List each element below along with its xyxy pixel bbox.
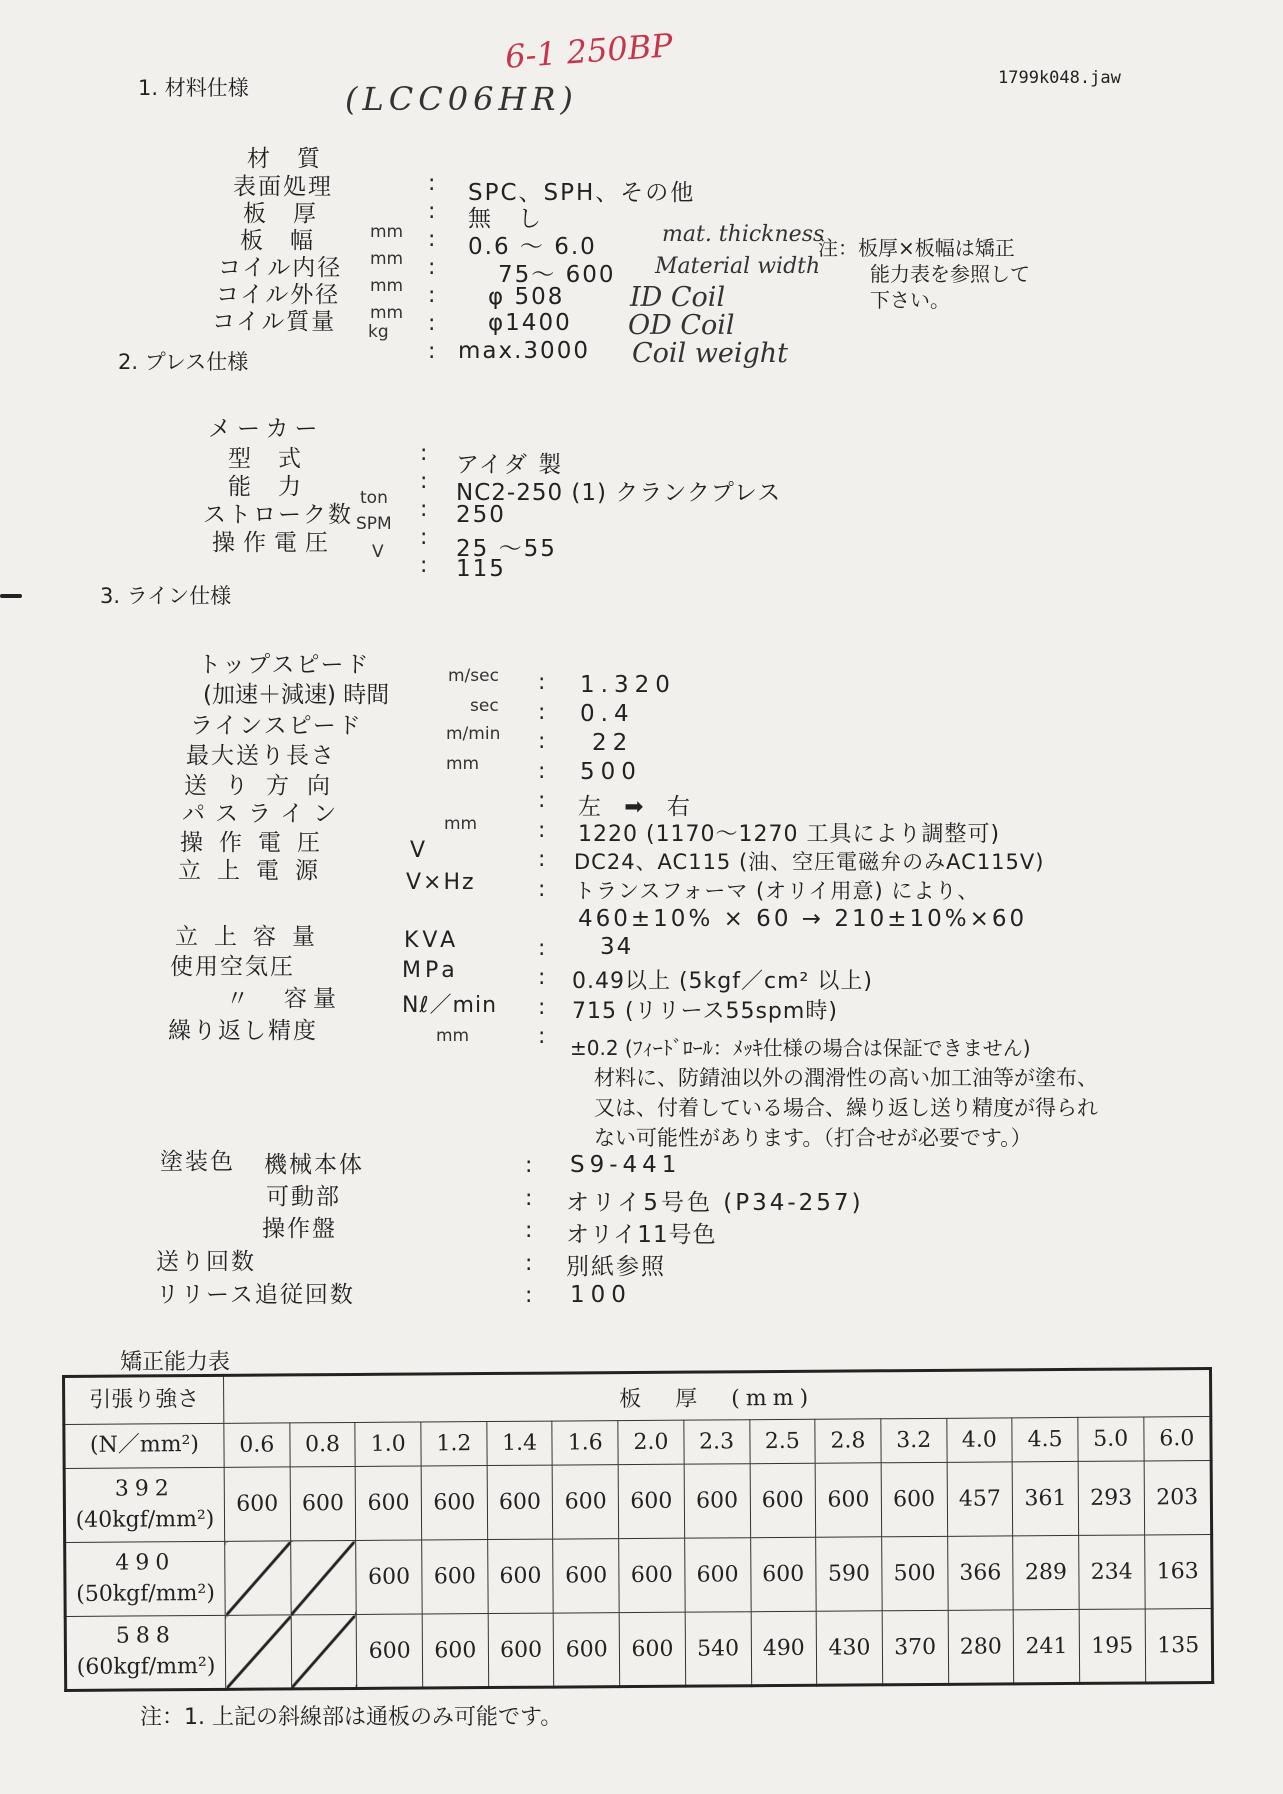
s3-label-3: 最大送り長さ [186,743,336,769]
s1-label-0: 材 質 [247,146,322,172]
s2-value-5: 115 [456,556,506,582]
table-footnote: 注：1. 上記の斜線部は通板のみ可能です。 [140,1705,563,1730]
s3-value-11: 715 (リリース55spm時) [572,999,838,1024]
s3-value-4: 左 ➡ 右 [578,794,698,820]
value-cell: 289 [1013,1535,1079,1609]
s3-label-9: 立上容量 [175,924,331,950]
s3-label-2: ラインスピード [190,713,363,739]
value-cell: 600 [357,1614,423,1688]
value-cell: 600 [750,1537,816,1611]
s3-value-2: 22 [592,730,634,756]
paint-value-1: オリイ5号色 (P34-257) [566,1190,864,1216]
value-cell: 600 [422,1540,488,1614]
thickness-cell: 2.0 [618,1420,684,1464]
s1-unit-5: mm [370,276,404,296]
s3-label-10: 使用空気圧 [170,954,295,980]
section3-title: 3. ライン仕様 [100,584,232,608]
s1-unit-4: mm [370,249,404,269]
value-cell: 600 [619,1612,685,1686]
value-cell: 600 [422,1614,488,1688]
s3-value-10: 0.49以上 (5kgf／cm² 以上) [572,969,873,994]
hand-note-4: Coil weight [632,338,789,369]
thickness-cell: 1.6 [552,1421,618,1465]
s3-label-1: (加速＋減速) 時間 [203,682,390,708]
s3-label-5: パスライン [182,801,347,827]
s2-unit-5: V [372,542,384,562]
s1-note-1: 能力表を参照して [870,262,1030,286]
hand-note-0: mat. thickness [662,222,825,247]
s3-colons: : : : : : : : : : : : : [538,670,546,1049]
s3-value-12: ±0.2 (ﾌｨｰﾄﾞﾛｰﾙ：ﾒｯｷ仕様の場合は保証できません) [570,1036,1031,1060]
value-cell: 280 [948,1610,1014,1684]
value-cell: 600 [553,1539,619,1613]
s2-label-2: 能 力 [228,474,303,500]
corner-unit: (N／mm²) [64,1423,224,1468]
s1-value-2: 無 し [468,206,543,232]
s2-value-3: 250 [456,502,506,528]
value-cell: 600 [684,1538,750,1612]
s1-label-1: 表面処理 [233,174,333,200]
value-cell: 600 [290,1466,356,1540]
value-cell: 163 [1144,1534,1212,1608]
strength-header [65,1615,226,1690]
s3-unit-1: sec [470,696,499,716]
value-cell: 540 [685,1612,751,1686]
s1-value-4: 75～ 600 [498,262,616,288]
value-cell: 600 [356,1466,422,1540]
corner-title: 引張り強さ [64,1375,224,1424]
value-cell: 600 [487,1465,553,1539]
file-id: 1799k048.jaw [998,68,1121,88]
s2-label-0: メーカー [208,416,324,442]
handwritten-header-code: 6-1 250BP [503,26,674,76]
s1-unit-7: kg [368,322,389,342]
strength-value: 490 [115,1549,176,1576]
value-cell: 600 [881,1462,947,1536]
capability-table-title: 矯正能力表 [120,1350,231,1375]
hatched-cell [225,1541,291,1615]
s3-value-6: DC24、AC115 (油、空圧電磁弁のみAC115V) [574,850,1045,874]
paint-value-2: オリイ11号色 [566,1222,717,1248]
s1-value-1: SPC、SPH、その他 [468,180,696,206]
hand-note-2: ID Coil [630,282,726,313]
s3-label-6: 操作電圧 [180,830,336,856]
paint-label-2: 操作盤 [262,1216,337,1242]
s2-unit-4: SPM [356,514,392,534]
strength-header [65,1541,226,1616]
s3-unit-12: mm [436,1026,470,1046]
value-cell: 600 [488,1613,554,1687]
s3-unit-7: V×Hz [406,870,476,895]
s3-value-3: 500 [580,759,642,785]
value-cell: 600 [356,1540,422,1614]
thickness-cell: 6.0 [1143,1416,1211,1460]
thickness-cell: 0.8 [290,1422,356,1466]
s2-value-1: アイダ 製 [456,452,564,478]
s3-value-7: トランスフォーマ (オリイ用意) により、 [574,879,980,903]
s1-value-6: φ1400 [488,310,572,336]
thickness-cell: 0.6 [224,1423,290,1467]
s3-unit-5: mm [444,814,478,834]
hatched-cell [225,1615,291,1689]
value-cell: 370 [882,1610,948,1684]
s3-unit-2: m/min [446,724,501,744]
thickness-cell: 4.0 [946,1418,1012,1462]
s3-unit-10: MPa [402,958,459,983]
s1-value-3: 0.6 ～ 6.0 [468,234,597,260]
value-cell: 203 [1144,1460,1212,1534]
thickness-header: 板 厚 (mm) [224,1368,1211,1423]
s3-unit-3: mm [446,754,480,774]
value-cell: 361 [1012,1461,1078,1535]
thickness-cell: 4.5 [1012,1417,1078,1461]
s3-value-8: 460±10% × 60 → 210±10%×60 [578,906,1028,932]
s3-unit-6: V [410,838,426,863]
value-cell: 600 [554,1613,620,1687]
value-cell: 600 [619,1538,685,1612]
strength-value: 392 [114,1475,175,1502]
hand-note-1: Material width [655,254,821,279]
extra-label-0: 送り回数 [156,1249,256,1275]
staple-mark [0,594,22,598]
thickness-cell: 2.5 [749,1419,815,1463]
s3-value-0: 1.320 [580,672,676,698]
value-cell: 600 [421,1466,487,1540]
hatched-cell [291,1614,357,1688]
hand-note-3: OD Coil [628,310,735,341]
s3-value-13: 材料に、防錆油以外の潤滑性の高い加工油等が塗布、 [594,1066,1098,1090]
s3-label-7: 立上電源 [178,858,334,884]
strength-kgf: (50kgf/mm²) [76,1580,215,1607]
s3-value-1: 0.4 [580,701,635,727]
value-cell: 600 [618,1464,684,1538]
s3-label-12: 繰り返し精度 [168,1018,318,1044]
value-cell: 234 [1079,1535,1145,1609]
s3-value-15: ない可能性があります。（打合せが必要です。） [594,1126,1032,1150]
value-cell: 600 [815,1463,881,1537]
thickness-cell: 3.2 [881,1418,947,1462]
s2-unit-3: ton [360,488,388,508]
s1-note-0: 注：板厚×板幅は矯正 [818,236,1015,260]
table-row [65,1534,1212,1616]
s2-label-1: 型 式 [228,446,303,472]
s3-unit-11: Nℓ／min [402,993,498,1018]
capability-table [62,1367,1214,1692]
s2-label-3: ストローク数 [203,502,353,528]
thickness-cell: 1.2 [421,1422,487,1466]
value-cell: 490 [751,1611,817,1685]
value-cell: 135 [1145,1608,1213,1682]
thickness-cell: 1.0 [355,1422,421,1466]
s3-label-0: トップスピード [198,652,371,678]
s1-colons: : : : : : : : [428,171,436,364]
strength-header [64,1467,225,1542]
s2-colons: : : : : : [420,441,428,578]
thickness-cell: 1.4 [487,1421,553,1465]
section1-title: 1. 材料仕様 [138,76,249,100]
extra-label-1: リリース追従回数 [156,1282,355,1308]
s3-value-9: 34 [600,934,634,960]
s3-unit-9: KVA [404,928,460,953]
paint-label-1: 可動部 [266,1184,341,1210]
paint-label: 塗装色 [160,1149,235,1175]
s1-label-2: 板 厚 [243,201,318,227]
s2-value-4: 25 ～55 [456,536,557,562]
paint-value-0: S9-441 [570,1152,682,1178]
s2-label-4: 操作電圧 [212,530,336,556]
section2-title: 2. プレス仕様 [118,350,249,374]
extra-value-0: 別紙参照 [566,1254,666,1280]
s3-label-11: 〃 容量 [226,986,342,1012]
s3-value-5: 1220 (1170～1270 工具により調整可) [578,822,1001,847]
s1-note-2: 下さい。 [870,288,950,312]
s1-label-4: コイル内径 [218,255,343,281]
strength-kgf: (60kgf/mm²) [76,1653,216,1680]
value-cell: 500 [882,1536,948,1610]
strength-kgf: (40kgf/mm²) [75,1506,215,1533]
thickness-cell: 2.3 [684,1420,750,1464]
handwritten-model: (LCC06HR) [345,80,578,118]
value-cell: 600 [750,1463,816,1537]
table-row [65,1608,1212,1690]
paint-colons: : : : : : [525,1153,533,1308]
value-cell: 600 [487,1539,553,1613]
value-cell: 600 [684,1464,750,1538]
s3-value-14: 又は、付着している場合、繰り返し送り精度が得られ [594,1096,1098,1120]
s1-value-7: max.3000 [458,338,590,364]
value-cell: 600 [553,1465,619,1539]
s1-label-3: 板 幅 [240,228,315,254]
s1-unit-6: mm [370,303,404,323]
hatched-cell [290,1540,356,1614]
value-cell: 241 [1013,1609,1079,1683]
value-cell: 430 [816,1611,882,1685]
value-cell: 366 [947,1536,1013,1610]
s1-value-5: φ 508 [488,284,565,310]
value-cell: 600 [224,1467,290,1541]
value-cell: 293 [1078,1461,1144,1535]
s3-unit-0: m/sec [448,666,499,686]
s1-unit-3: mm [370,222,404,242]
value-cell: 457 [947,1462,1013,1536]
value-cell: 195 [1079,1609,1145,1683]
table-row [64,1460,1211,1542]
s2-value-2: NC2-250 (1) クランクプレス [456,480,782,506]
s1-label-5: コイル外径 [216,282,341,308]
strength-value: 588 [115,1623,176,1649]
s1-label-6: コイル質量 [212,309,337,335]
thickness-cell: 2.8 [815,1419,881,1463]
s3-label-4: 送り方向 [184,773,348,799]
extra-value-1: 100 [570,1282,632,1308]
thickness-cell: 5.0 [1078,1417,1144,1461]
paint-label-0: 機械本体 [264,1152,364,1178]
value-cell: 590 [816,1537,882,1611]
